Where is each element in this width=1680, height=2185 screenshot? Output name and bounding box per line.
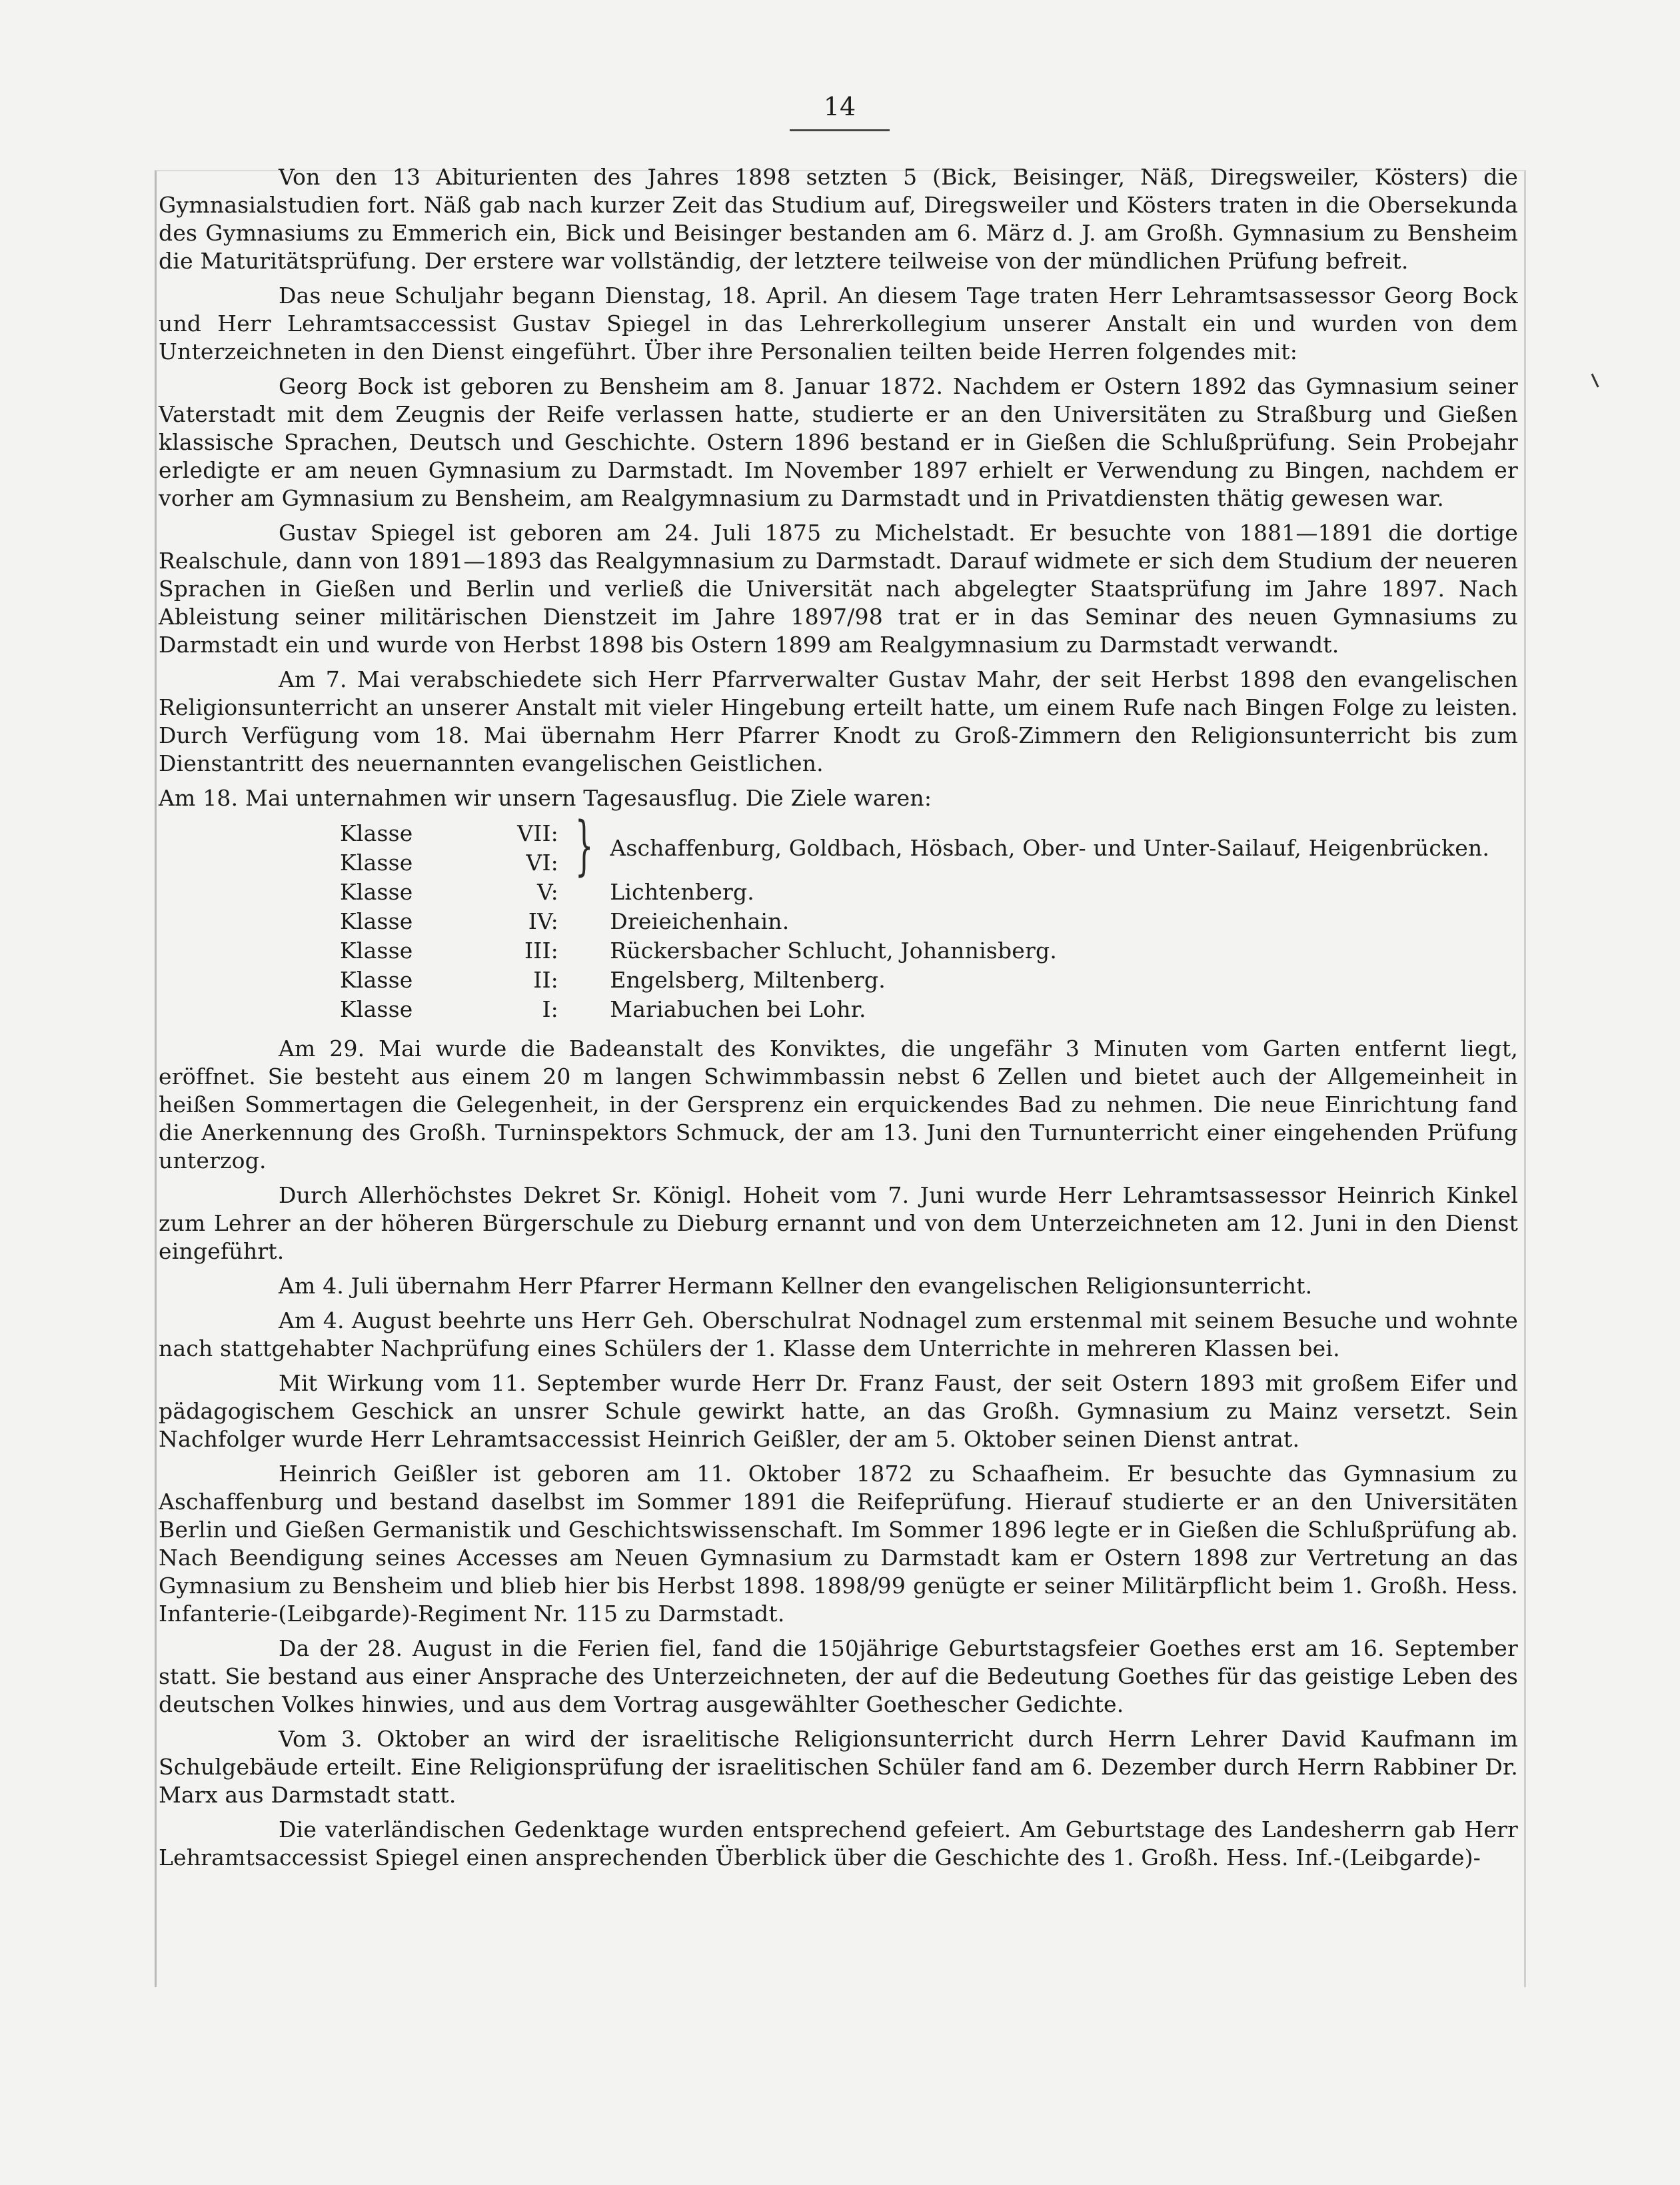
klasse-number: V: xyxy=(536,879,558,905)
excursion-destination: Lichtenberg. xyxy=(610,879,754,905)
paragraph-kinkel: Durch Allerhöchstes Dekret Sr. Königl. Hoheit vom 7. Juni wurde Herr Lehramtsassessor Heinrich Kinkel zum Lehrer an der höheren Bürgerschule zu Dieburg ernannt und von dem Unterzeichneten am 12. Juni in den Dienst eingeführt. xyxy=(159,1182,1518,1264)
brace-icon: } xyxy=(574,808,594,883)
paragraph-goethe: Da der 28. August in die Ferien fiel, fand die 150jährige Geburtstagsfeier Goethes erst am 16. September statt. Sie bestand aus einer Ansprache des Unterzeichneten, der auf die Bedeutung Goethes für das geistige Leben des deutschen Volkes hinwies, und aus dem Vortrag ausgewählter Goethescher Gedichte. xyxy=(159,1635,1518,1717)
excursion-row xyxy=(337,995,1492,1024)
paragraph-geissler: Heinrich Geißler ist geboren am 11. Oktober 1872 zu Schaafheim. Er besuchte das Gymnasium zu Aschaffenburg und bestand daselbst im Sommer 1891 die Reifeprüfung. Hierauf studierte er an den Universitäten Berlin und Gießen Germanistik und Geschichtswissenschaft. Im Sommer 1896 legte er in Gießen die Schlußprüfung ab. Nach Beendigung seines Accesses am Neuen Gymnasium zu Darmstadt kam er Ostern 1898 zur Vertretung an das Gymnasium zu Bensheim und blieb hier bis Herbst 1898. 1898/99 genügte er seiner Militärpflicht beim 1. Großh. Hess. Infanterie-(Leibgarde)-Regiment Nr. 115 zu Darmstadt. xyxy=(159,1461,1518,1627)
excursion-destination: Rückersbacher Schlucht, Johannisberg. xyxy=(610,938,1058,964)
excursion-row xyxy=(337,907,1492,936)
paragraph-georg-bock: Georg Bock ist geboren zu Bensheim am 8. Januar 1872. Nachdem er Ostern 1892 das Gymnasium seiner Vaterstadt mit dem Zeugnis der Reife verlassen hatte, studierte er an den Universitäten zu Straßburg und Gießen klassische Sprachen, Deutsch und Geschichte. Ostern 1896 bestand er in Gießen die Schlußprüfung. Sein Probejahr erledigte er am neuen Gymnasium zu Darmstadt. Im November 1897 erhielt er Verwendung zu Bingen, nachdem er vorher am Gymnasium zu Bensheim, am Realgymnasium zu Darmstadt und in Privatdiensten thätig gewesen war. xyxy=(159,373,1518,511)
paragraph-ausflug: Am 18. Mai unternahmen wir unsern Tagesausflug. Die Ziele waren: xyxy=(159,785,932,811)
excursion-row xyxy=(337,966,1492,995)
klasse-label: Klasse xyxy=(340,996,413,1022)
paragraph-nodnagel: Am 4. August beehrte uns Herr Geh. Oberschulrat Nodnagel zum erstenmal mit seinem Besuche und wohnte nach stattgehabter Nachprüfung eines Schülers der 1. Klasse dem Unterrichte in mehreren Klassen bei. xyxy=(159,1307,1518,1361)
paragraph-kaufmann: Vom 3. Oktober an wird der israelitische Religionsunterricht durch Herrn Lehrer David Kaufmann im Schulgebäude erteilt. Eine Religionsprüfung der israelitischen Schüler fand am 6. Dezember durch Herrn Rabbiner Dr. Marx aus Darmstadt statt. xyxy=(159,1726,1518,1808)
excursion-row xyxy=(337,936,1492,966)
paragraph-mahr: Am 7. Mai verabschiedete sich Herr Pfarrverwalter Gustav Mahr, der seit Herbst 1898 den evangelischen Religionsunterricht an unserer Anstalt mit vieler Hingebung erteilt hatte, um einem Rufe nach Bingen Folge zu leisten. Durch Verfügung vom 18. Mai übernahm Herr Pfarrer Knodt zu Groß-Zimmern den Religionsunterricht bis zum Dienstantritt des neuernannten evangelischen Geistlichen. xyxy=(159,666,1518,776)
excursion-destination: Engelsberg, Miltenberg. xyxy=(610,967,886,993)
klasse-label: Klasse xyxy=(340,879,413,905)
paragraph-badeanstalt: Am 29. Mai wurde die Badeanstalt des Konviktes, die ungefähr 3 Minuten vom Garten entfernt liegt, eröffnet. Sie besteht aus einem 20 m langen Schwimmbassin nebst 6 Zellen und bietet auch der Allgemeinheit in heißen Sommertagen die Gelegenheit, in der Gersprenz ein erquickendes Bad zu nehmen. Die neue Einrichtung fand die Anerkennung des Großh. Turninspektors Schmuck, der am 13. Juni den Turnunterricht einer eingehenden Prüfung unterzog. xyxy=(159,1036,1518,1173)
paragraph-schuljahr: Das neue Schuljahr begann Dienstag, 18. April. An diesem Tage traten Herr Lehramtsassessor Georg Bock und Herr Lehramtsaccessist Gustav Spiegel in das Lehrerkollegium unserer Anstalt ein und wurden von dem Unterzeichneten in den Dienst eingeführt. Über ihre Personalien teilten beide Herren folgendes mit: xyxy=(159,283,1518,364)
header-rule xyxy=(790,129,890,131)
klasse-label: Klasse xyxy=(340,938,413,964)
klasse-number: IV: xyxy=(528,908,558,934)
klasse-number: III: xyxy=(524,938,558,964)
excursion-destination: Mariabuchen bei Lohr. xyxy=(610,996,866,1022)
klasse-number: II: xyxy=(533,967,558,993)
paragraph-gedenktage: Die vaterländischen Gedenktage wurden entsprechend gefeiert. Am Geburtstage des Landesherrn gab Herr Lehramtsaccessist Spiegel einen ansprechenden Überblick über die Geschichte des 1. Großh. Hess. Inf.-(Leibgarde)- xyxy=(159,1817,1518,1870)
paragraph-gustav-spiegel: Gustav Spiegel ist geboren am 24. Juli 1875 zu Michelstadt. Er besuchte von 1881—1891 die dortige Realschule, dann von 1891—1893 das Realgymnasium zu Darmstadt. Darauf widmete er sich dem Studium der neueren Sprachen in Gießen und Berlin und verließ die Universität nach abgelegter Staatsprüfung im Jahre 1897. Nach Ableistung seiner militärischen Dienstzeit im Jahre 1897/98 trat er in das Seminar des neuen Gymnasiums zu Darmstadt ein und wurde von Herbst 1898 bis Ostern 1899 am Realgymnasium zu Darmstadt verwandt. xyxy=(159,520,1518,658)
klasse-number: VI: xyxy=(526,850,558,876)
excursion-destination: Dreieichenhain. xyxy=(610,908,790,934)
klasse-label: Klasse xyxy=(340,908,413,934)
klasse-label: Klasse xyxy=(340,820,413,846)
excursion-table xyxy=(337,808,1492,1024)
paragraph-faust: Mit Wirkung vom 11. September wurde Herr Dr. Franz Faust, der seit Ostern 1893 mit großem Eifer und pädagogischem Geschick an unsrer Schule gewirkt hatte, an das Großh. Gymnasium zu Mainz versetzt. Sein Nachfolger wurde Herr Lehramtsaccessist Heinrich Geißler, der am 5. Oktober seinen Dienst antrat. xyxy=(159,1370,1518,1452)
page-number: 14 xyxy=(823,92,856,121)
excursion-row xyxy=(337,819,1492,848)
klasse-label: Klasse xyxy=(340,850,413,876)
paragraph-kellner: Am 4. Juli übernahm Herr Pfarrer Hermann Kellner den evangelischen Religionsunterricht. xyxy=(279,1273,1313,1299)
excursion-destination: Aschaffenburg, Goldbach, Hösbach, Ober- und Unter-Sailauf, Heigenbrücken. xyxy=(610,835,1490,861)
klasse-number: I: xyxy=(542,996,558,1022)
klasse-number: VII: xyxy=(517,820,558,846)
excursion-row xyxy=(337,878,1492,907)
klasse-label: Klasse xyxy=(340,967,413,993)
stray-mark xyxy=(1591,373,1599,387)
body-text xyxy=(159,163,1518,1878)
paragraph-abiturienten: Von den 13 Abiturienten des Jahres 1898 setzten 5 (Bick, Beisinger, Näß, Diregsweiler, Kösters) die Gymnasialstudien fort. Näß gab nach kurzer Zeit das Studium auf, Diregsweiler und Kösters traten in die Obersekunda des Gymnasiums zu Emmerich ein, Bick und Beisinger bestanden am 6. März d. J. am Großh. Gymnasium zu Bensheim die Maturitätsprüfung. Der erstere war vollständig, der letztere teilweise von der mündlichen Prüfung befreit. xyxy=(159,164,1518,274)
